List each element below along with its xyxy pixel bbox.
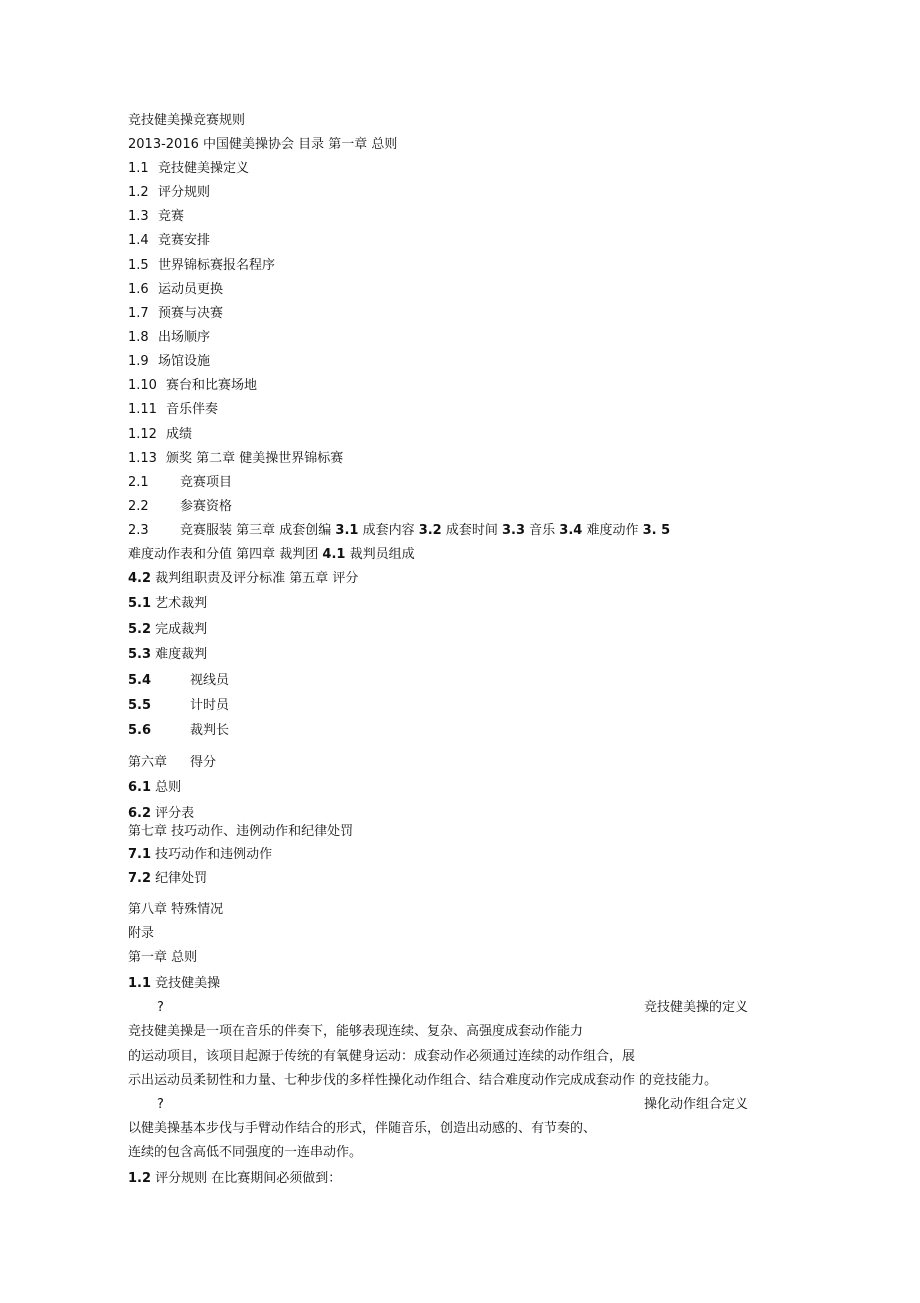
toc-item: 5.2 完成裁判 bbox=[128, 622, 208, 637]
toc-item: 1.3 竞赛 bbox=[128, 209, 185, 224]
toc-item: 2.3 竞赛服装 第三章 成套创编 3.1 成套内容 3.2 成套时间 3.3 音乐 3.4 难度动作 3. 5 bbox=[128, 523, 671, 538]
toc-item: 1.10 赛台和比赛场地 bbox=[128, 378, 258, 393]
toc-item: 5.4 视线员 bbox=[128, 673, 230, 688]
toc-item: 2.1 竞赛项目 bbox=[128, 475, 233, 490]
chapter-heading: 第六章 得分 bbox=[128, 755, 217, 770]
toc-continuation: 难度动作表和分值 第四章 裁判团 4.1 裁判员组成 bbox=[128, 547, 415, 562]
toc-item: 1.6 运动员更换 bbox=[128, 282, 224, 297]
toc-item: 5.1 艺术裁判 bbox=[128, 596, 208, 611]
toc-item: 1.4 竞赛安排 bbox=[128, 233, 211, 248]
doc-subtitle: 2013-2016 中国健美操协会 目录 第一章 总则 bbox=[128, 137, 398, 152]
paragraph-line: 连续的包含高低不同强度的一连串动作。 bbox=[128, 1145, 363, 1160]
definition-label: 竞技健美操的定义 bbox=[644, 1000, 749, 1015]
paragraph-line: 以健美操基本步伐与手臂动作结合的形式，伴随音乐，创造出动感的、有节奏的、 bbox=[128, 1121, 597, 1136]
chapter-heading: 第八章 特殊情况 bbox=[128, 902, 224, 917]
toc-item: 6.1 总则 bbox=[128, 780, 182, 795]
paragraph-line: 示出运动员柔韧性和力量、七种步伐的多样性操化动作组合、结合难度动作完成成套动作 的竞技能力。 bbox=[128, 1073, 718, 1088]
section-heading: 1.2 评分规则 在比赛期间必须做到： bbox=[128, 1171, 342, 1186]
toc-item: 1.5 世界锦标赛报名程序 bbox=[128, 258, 276, 273]
toc-item: 5.5 计时员 bbox=[128, 698, 230, 713]
doc-title: 竞技健美操竞赛规则 bbox=[128, 113, 246, 128]
toc-item: 1.9 场馆设施 bbox=[128, 354, 211, 369]
toc-item: 2.2 参赛资格 bbox=[128, 499, 233, 514]
bullet-marker: ? bbox=[157, 1000, 164, 1015]
section-heading: 1.1 竞技健美操 bbox=[128, 976, 221, 991]
toc-item: 1.11 音乐伴奏 bbox=[128, 402, 219, 417]
toc-item: 1.2 评分规则 bbox=[128, 185, 211, 200]
paragraph-line: 竞技健美操是一项在音乐的伴奏下，能够表现连续、复杂、高强度成套动作能力 bbox=[128, 1024, 584, 1039]
chapter-heading: 第七章 技巧动作、违例动作和纪律处罚 bbox=[128, 824, 354, 839]
toc-item: 1.13 颁奖 第二章 健美操世界锦标赛 bbox=[128, 451, 344, 466]
toc-item: 7.1 技巧动作和违例动作 bbox=[128, 847, 273, 862]
toc-item: 5.6 裁判长 bbox=[128, 723, 230, 738]
appendix-heading: 附录 bbox=[128, 926, 155, 941]
toc-item: 5.3 难度裁判 bbox=[128, 647, 208, 662]
toc-item: 1.8 出场顺序 bbox=[128, 330, 211, 345]
toc-item: 1.12 成绩 bbox=[128, 427, 193, 442]
toc-continuation: 4.2 裁判组职责及评分标准 第五章 评分 bbox=[128, 571, 359, 586]
toc-item: 6.2 评分表 bbox=[128, 806, 195, 821]
toc-item: 1.1 竞技健美操定义 bbox=[128, 161, 250, 176]
paragraph-line: 的运动项目，该项目起源于传统的有氧健身运动：成套动作必须通过连续的动作组合，展 bbox=[128, 1049, 636, 1064]
bullet-marker: ? bbox=[157, 1097, 164, 1112]
toc-item: 7.2 纪律处罚 bbox=[128, 871, 208, 886]
toc-item: 1.7 预赛与决赛 bbox=[128, 306, 224, 321]
chapter-heading: 第一章 总则 bbox=[128, 950, 198, 965]
definition-label: 操化动作组合定义 bbox=[644, 1097, 749, 1112]
